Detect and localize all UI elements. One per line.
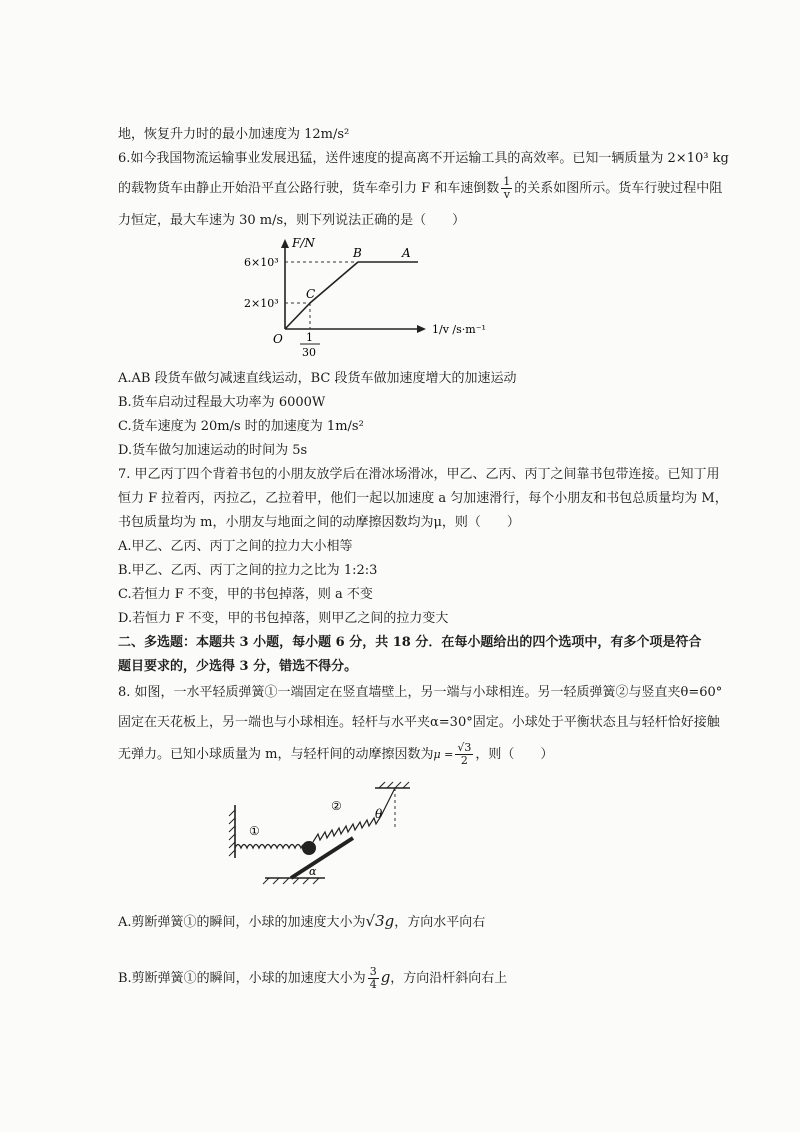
segment-OC xyxy=(285,303,310,329)
reciprocal-v-fraction xyxy=(501,176,512,201)
q8-option-B xyxy=(118,966,507,991)
point-B-label: B xyxy=(353,246,362,260)
q8-option-B-tail: ，方向沿杆斜向右上 xyxy=(390,971,508,986)
origin-label: O xyxy=(273,332,283,346)
q8-option-A-text: A.剪断弹簧①的瞬间，小球的加速度大小为 xyxy=(118,915,366,930)
force-vs-inverse-speed-graph xyxy=(240,235,520,365)
q8-line-3-tail: ，则（ ） xyxy=(475,747,554,762)
section-2-heading-line-1: 二、多选题：本题共 3 小题，每小题 6 分，共 18 分．在每小题给出的四个选项中，有多个项是符合 xyxy=(118,635,702,650)
y-axis-label: F/N xyxy=(292,236,315,250)
q6-option-B: B.货车启动过程最大功率为 6000W xyxy=(118,395,326,410)
point-A-label: A xyxy=(402,246,411,260)
x-axis-label: 1/v /s·m⁻¹ xyxy=(432,323,486,336)
alpha-label: α xyxy=(309,865,317,878)
section-2-heading-line-2: 题目要求的，少选得 3 分，错选不得分。 xyxy=(118,659,358,674)
q8-option-B-text: B.剪断弹簧①的瞬间，小球的加速度大小为 xyxy=(118,971,366,986)
y-axis-arrow xyxy=(281,239,289,248)
q8-option-A xyxy=(118,912,485,932)
spring-1-label: ① xyxy=(249,824,260,838)
q7-option-B: B.甲乙、乙丙、丙丁之间的拉力之比为 1:2:3 xyxy=(118,563,378,578)
q8-line-3-text: 无弹力。已知小球质量为 m，与轻杆间的动摩擦因数为 xyxy=(118,747,434,762)
spring-1 xyxy=(235,845,307,849)
point-C-label: C xyxy=(306,287,316,301)
q7-option-A: A.甲乙、乙丙、丙丁之间的拉力大小相等 xyxy=(118,539,353,554)
wall-hatching xyxy=(229,810,235,856)
x-tick-denominator: 30 xyxy=(302,346,316,359)
q7-line-3: 书包质量均为 m，小朋友与地面之间的动摩擦因数均为μ，则（ ） xyxy=(118,515,520,530)
q8-line-2: 固定在天花板上，另一端也与小球相连。轻杆与水平夹α=30°固定。小球处于平衡状态且与轻杆恰好接触 xyxy=(118,715,720,730)
q7-option-C: C.若恒力 F 不变，甲的书包掉落，则 a 不变 xyxy=(118,587,373,602)
fraction-numerator: 1 xyxy=(503,175,511,188)
ground-hatching xyxy=(263,878,319,884)
q6-option-A: A.AB 段货车做匀减速直线运动，BC 段货车做加速度增大的加速运动 xyxy=(118,371,517,386)
spring-2-label: ② xyxy=(331,799,342,813)
three-quarters-fraction xyxy=(368,966,379,991)
q8-line-3 xyxy=(118,742,553,767)
x-tick-numerator: 1 xyxy=(306,331,313,344)
y-tick-low: 2×10³ xyxy=(244,297,279,310)
fraction-denominator: v xyxy=(503,188,510,201)
spring-ball-rod-figure xyxy=(225,780,425,890)
mu-fraction xyxy=(455,742,473,767)
fraction-numerator: 3 xyxy=(369,965,377,978)
y-tick-high: 6×10³ xyxy=(244,256,279,269)
mu-denominator: 2 xyxy=(460,754,468,767)
light-rod xyxy=(291,838,353,878)
ball xyxy=(302,841,316,855)
line-previous-answer: 地，恢复升力时的最小加速度为 12m/s² xyxy=(118,127,350,142)
mu-numerator: √3 xyxy=(457,741,472,754)
theta-label: θ xyxy=(375,807,383,821)
q7-option-D: D.若恒力 F 不变，甲的书包掉落，则甲乙之间的拉力变大 xyxy=(118,611,449,626)
q6-option-C: C.货车速度为 20m/s 时的加速度为 1m/s² xyxy=(118,419,364,434)
q6-line-2 xyxy=(118,176,722,201)
segment-CB xyxy=(310,262,358,303)
fraction-denominator: 4 xyxy=(369,978,377,991)
q7-line-2: 恒力 F 拉着丙，丙拉乙，乙拉着甲，他们一起以加速度 a 匀加速滑行，每个小朋友和书包总质量均为 M， xyxy=(118,491,728,506)
q6-line-1: 6.如今我国物流运输事业发展迅猛，送件速度的提高离不开运输工具的高效率。已知一辆质量为 2×10³ kg xyxy=(118,151,729,166)
q6-line-3: 力恒定，最大车速为 30 m/s，则下列说法正确的是（ ） xyxy=(118,213,466,228)
ceiling-hatching xyxy=(379,782,409,788)
x-axis-arrow xyxy=(417,325,426,333)
gravity-symbol: g xyxy=(380,968,391,986)
q7-line-1: 7. 甲乙丙丁四个背着书包的小朋友放学后在滑冰场滑冰，甲乙、乙丙、丙丁之间靠书包带连接。已知丁用 xyxy=(118,467,720,482)
q8-line-1: 8. 如图，一水平轻质弹簧①一端固定在竖直墙壁上，另一端与小球相连。另一轻质弹簧②与竖直夹θ=60° xyxy=(118,685,723,700)
q8-option-A-value: √3g xyxy=(365,912,395,930)
mu-symbol: μ = xyxy=(433,748,454,761)
q6-option-D: D.货车做匀加速运动的时间为 5s xyxy=(118,443,308,458)
q6-line-2-text: 的载物货车由静止开始沿平直公路行驶，货车牵引力 F 和车速倒数 xyxy=(118,181,500,196)
spring-2 xyxy=(313,788,395,842)
q8-option-A-tail: ，方向水平向右 xyxy=(394,915,486,930)
q6-line-2-tail: 的关系如图所示。货车行驶过程中阻 xyxy=(514,181,723,196)
